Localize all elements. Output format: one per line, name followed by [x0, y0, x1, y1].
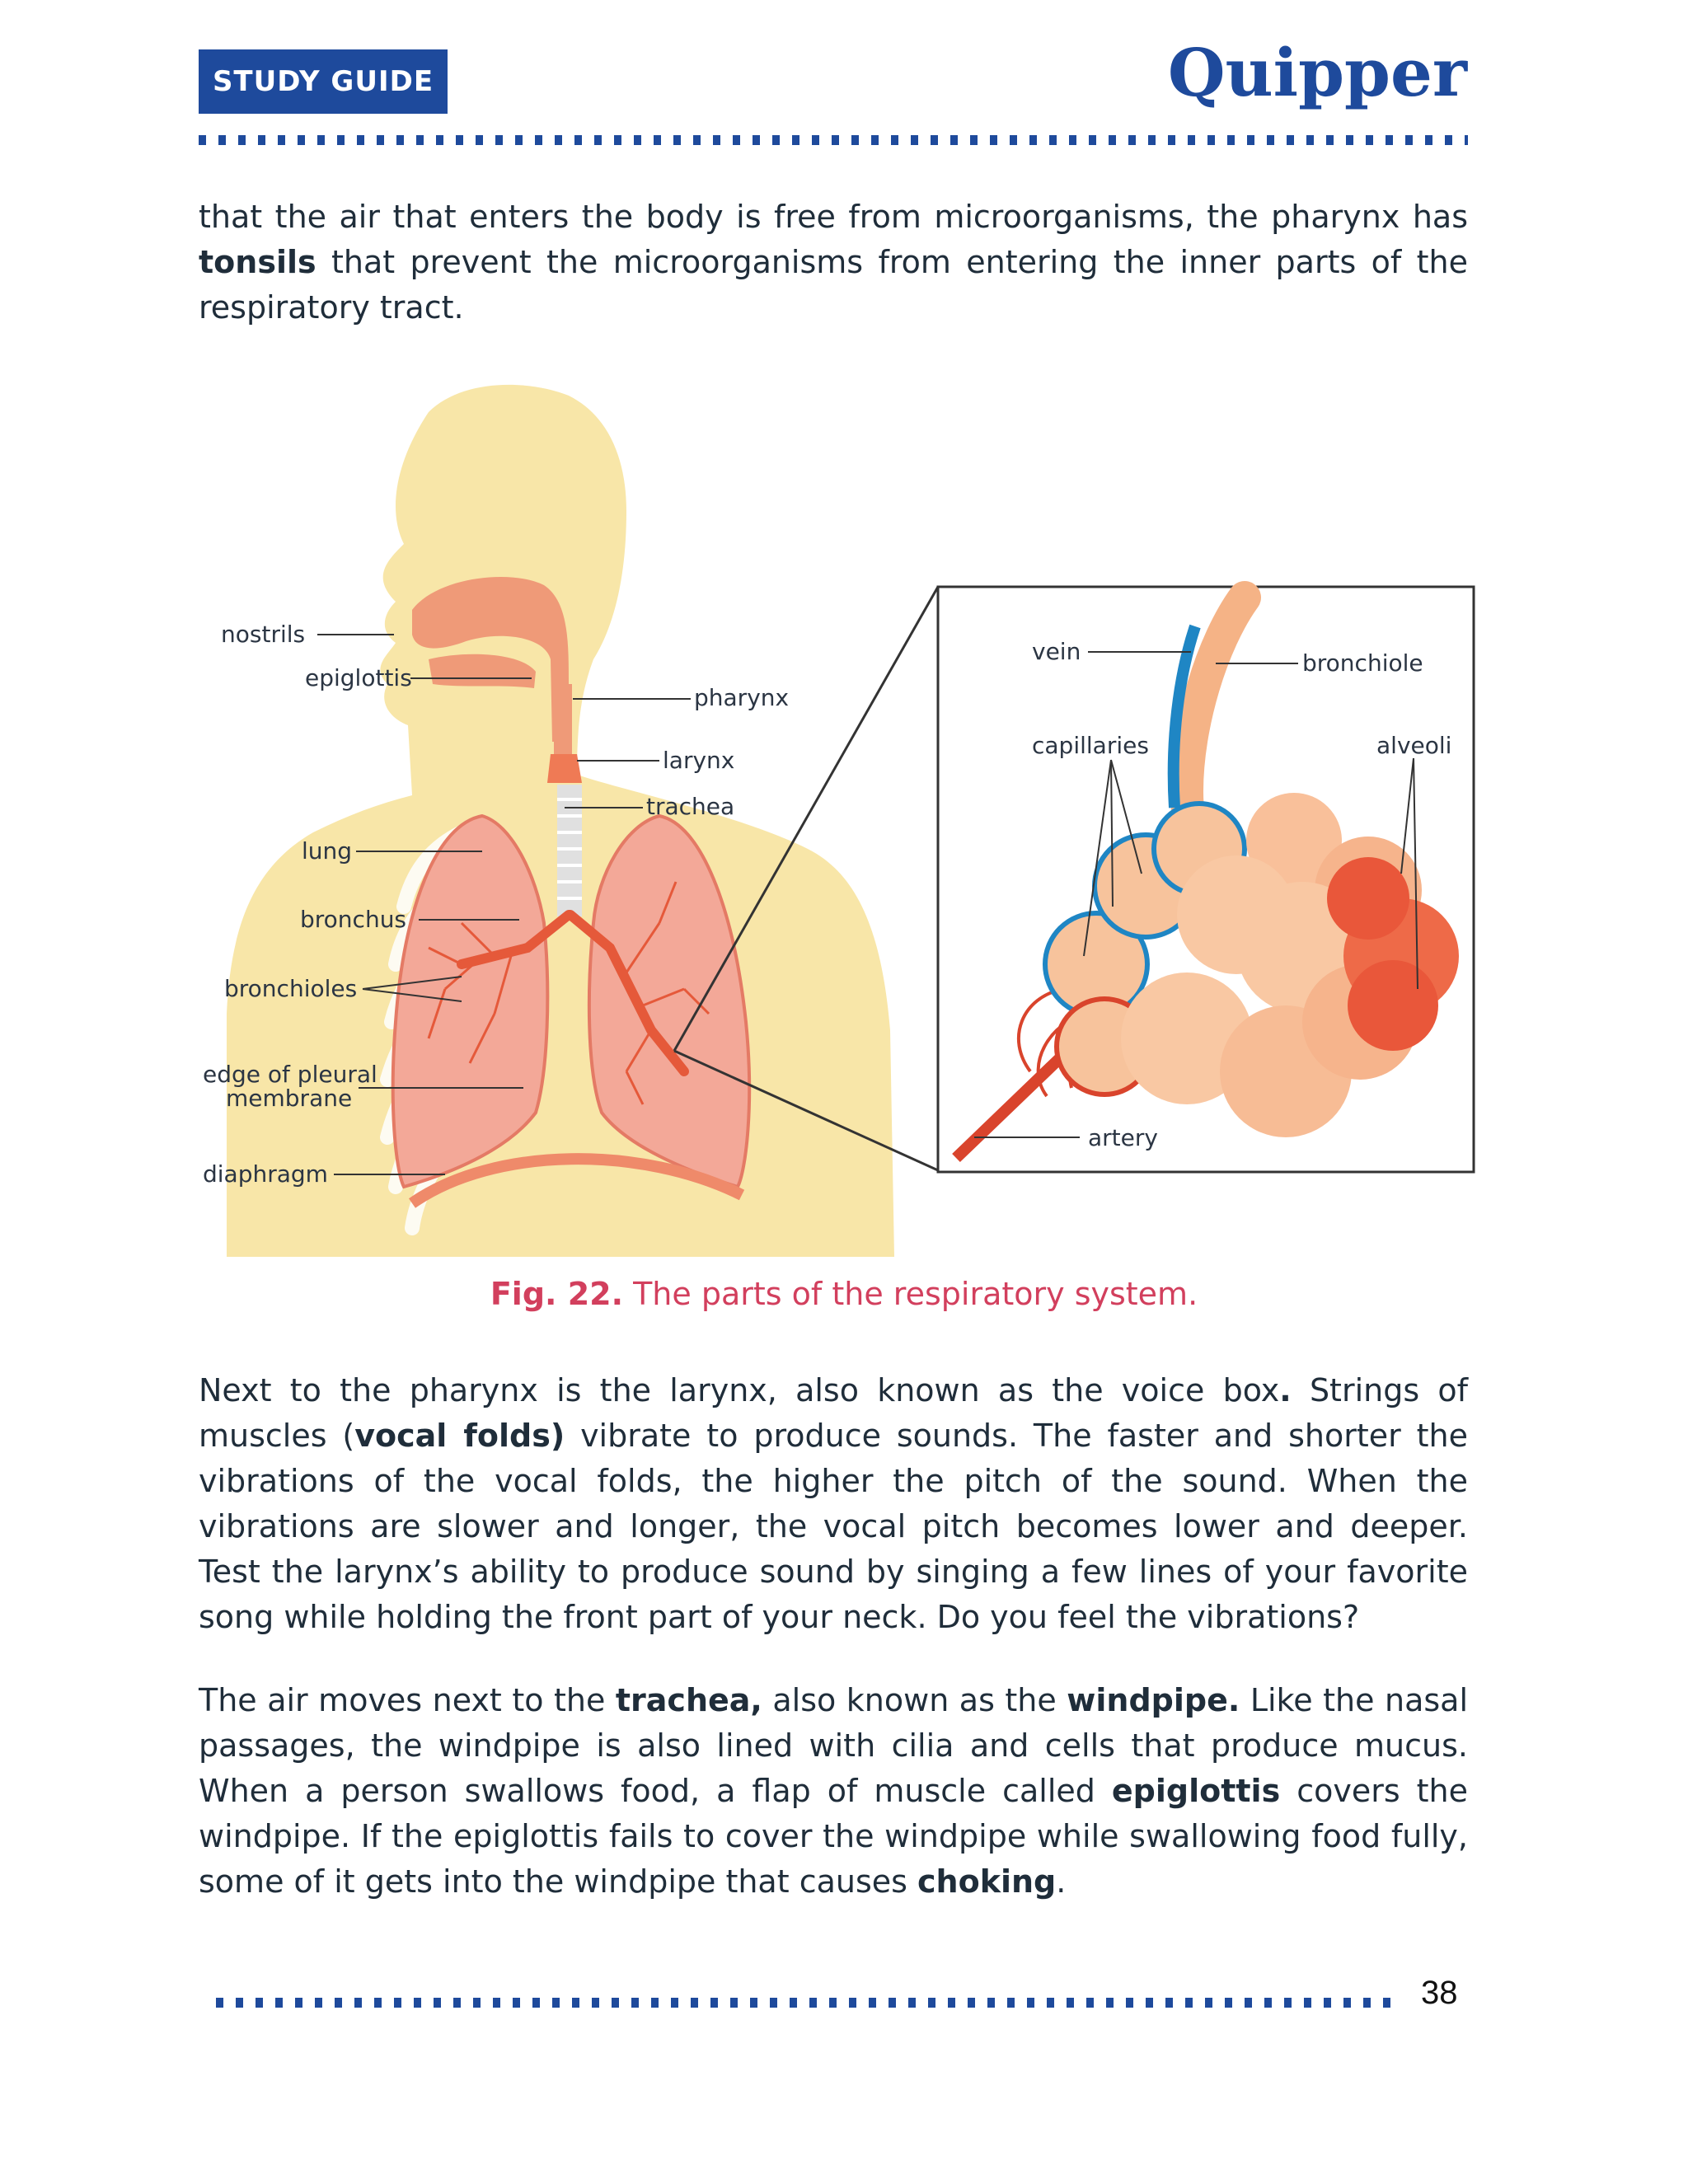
label-lung: lung — [302, 837, 353, 865]
label-bronchioles: bronchioles — [224, 975, 358, 1002]
paragraph-trachea: The air moves next to the trachea, also known as the windpipe. Like the nasal passages, the windpipe is also lined with cilia and cells that produce mucus. When a person swallows food, a flap of muscle called epiglottis covers the windpipe. If the epiglottis fails to cover the windpipe while swallowing food fully, some of it gets into the windpipe that causes choking. — [199, 1682, 1468, 1900]
paragraph-larynx: Next to the pharynx is the larynx, also known as the voice box. Strings of muscles (vocal folds) vibrate to produce sounds. The faster and shorter the vibrations of the vocal folds, the higher the pitch of the sound. When the vibrations are slower and longer, the vocal pitch becomes lower and deeper. Test the larynx’s ability to produce sound by singing a few lines of your favorite song while holding the front part of your neck. Do you feel the vibrations? — [199, 1372, 1468, 1635]
label-nostrils: nostrils — [221, 621, 306, 648]
label-epiglottis: epiglottis — [305, 664, 412, 691]
label-larynx: larynx — [663, 747, 735, 774]
label-bronchus: bronchus — [300, 906, 407, 933]
label-capillaries: capillaries — [1032, 732, 1149, 759]
larynx — [547, 754, 582, 783]
page-number: 38 — [1421, 1975, 1458, 2011]
bottom-divider — [216, 1998, 1403, 2008]
label-alveoli: alveoli — [1376, 732, 1452, 759]
trachea — [557, 785, 582, 916]
pharynx — [554, 684, 572, 758]
label-bronchiole: bronchiole — [1302, 649, 1423, 677]
label-vein: vein — [1032, 638, 1081, 665]
label-artery: artery — [1088, 1124, 1158, 1151]
label-diaphragm: diaphragm — [203, 1160, 328, 1188]
paragraph-tonsils: that the air that enters the body is free from microorganisms, the pharynx has tonsils that prevent the microorganisms from entering the inner parts of the respiratory tract. — [199, 199, 1468, 326]
brand-logo: Quipper — [1167, 34, 1467, 111]
figure-caption: Fig. 22. The parts of the respiratory system. — [490, 1276, 1198, 1312]
label-pleural-membrane-1: edge of pleural — [203, 1061, 377, 1088]
study-guide-badge: STUDY GUIDE — [199, 49, 448, 114]
label-pharynx: pharynx — [694, 684, 790, 711]
label-trachea: trachea — [646, 793, 735, 820]
label-pleural-membrane-2: membrane — [226, 1085, 353, 1112]
